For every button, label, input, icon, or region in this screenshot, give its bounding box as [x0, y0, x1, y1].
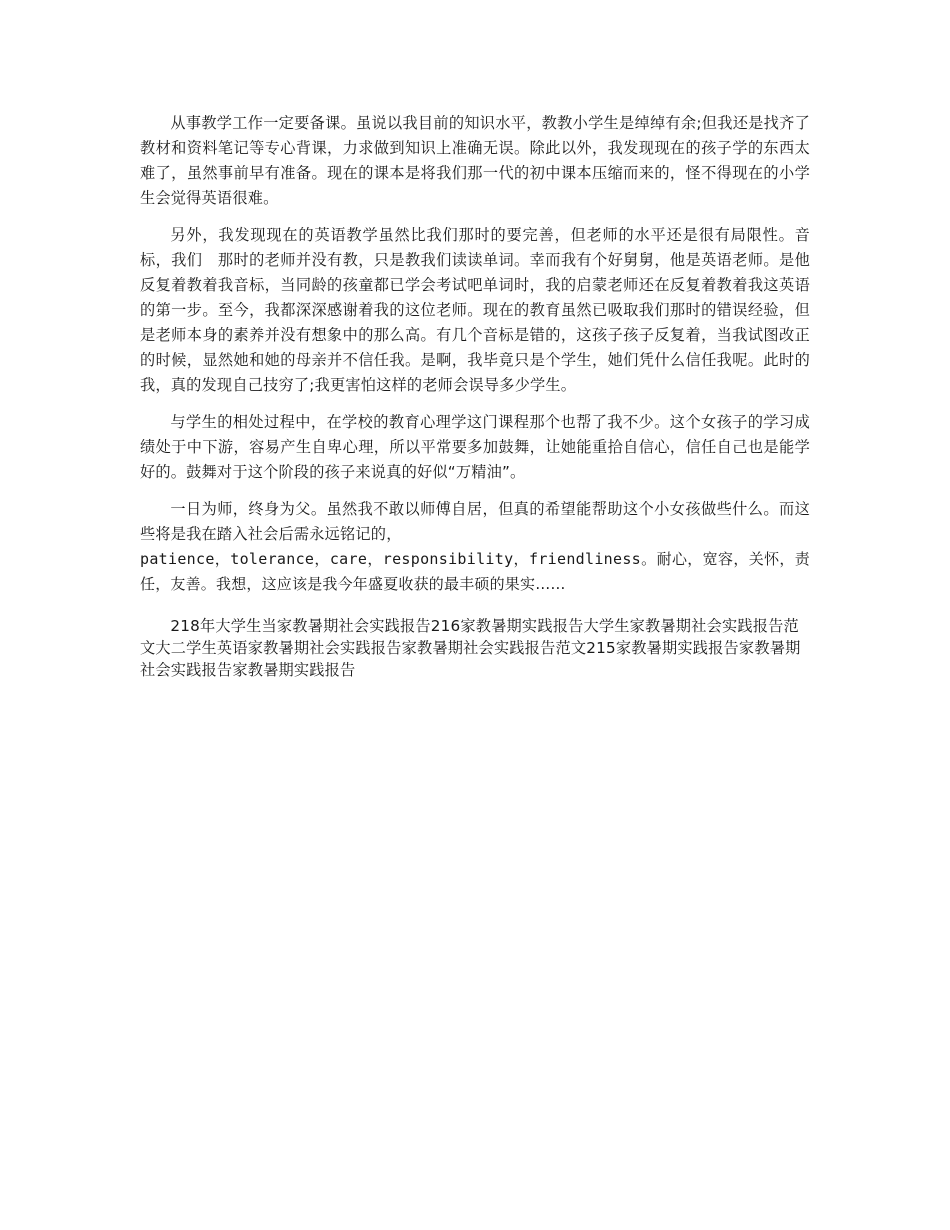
conclusion-intro: 一日为师，终身为父。虽然我不敢以师傅自居，但真的希望能帮助这个小女孩做些什么。而这些将是我在踏入社会后需永远铭记的，: [140, 500, 810, 543]
conclusion-english-words: [140, 547, 810, 597]
related-report-titles: 218年大学生当家教暑期社会实践报告216家教暑期实践报告大学生家教暑期社会实践报告范文大二学生英语家教暑期社会实践报告家教暑期社会实践报告范文215家教暑期实践报告家教暑期社会实践报告家教暑期实践报告: [140, 617, 801, 679]
paragraph-psychology: 与学生的相处过程中，在学校的教育心理学这门课程那个也帮了我不少。这个女孩子的学习成绩处于中下游，容易产生自卑心理，所以平常要多加鼓舞，让她能重拾自信心，信任自己也是能学好的。鼓舞对于这个阶段的孩子来说真的好似“万精油”。: [140, 413, 810, 481]
paragraph-conclusion: [140, 497, 810, 597]
conclusion-outro: 耐心，宽容，关怀，责任，友善。我想，这应该是我今年盛夏收获的最丰硕的果实……: [140, 550, 810, 593]
document-body: [140, 111, 810, 681]
paragraph-phonetics: 另外，我发现现在的英语教学虽然比我们那时的要完善，但老师的水平还是很有局限性。音标，我们 那时的老师并没有教，只是教我们读读单词。幸而我有个好舅舅，他是英语老师。是他反复着教着我音标，当同龄的孩童都已学会考试吧单词时，我的启蒙老师还在反复着教着我这英语的第一步。至今，我都深深感谢着我的这位老师。现在的教育虽然已吸取我们那时的错误经验，但是老师本身的素养并没有想象中的那么高。有几个音标是错的，这孩子孩子反复着，当我试图改正的时候，显然她和她的母亲并不信任我。是啊，我毕竟只是个学生，她们凭什么信任我呢。此时的我，真的发现自己技穷了;我更害怕这样的老师会误导多少学生。: [140, 226, 810, 394]
english-words-text: patience，tolerance，care，responsibility，friendliness。: [140, 550, 657, 568]
paragraph-preparation: 从事教学工作一定要备课。虽说以我目前的知识水平，教教小学生是绰绰有余;但我还是找齐了教材和资料笔记等专心背课，力求做到知识上准确无误。除此以外，我发现现在的孩子学的东西太难了，虽然事前早有准备。现在的课本是将我们那一代的初中课本压缩而来的，怪不得现在的小学生会觉得英语很难。: [140, 114, 810, 207]
